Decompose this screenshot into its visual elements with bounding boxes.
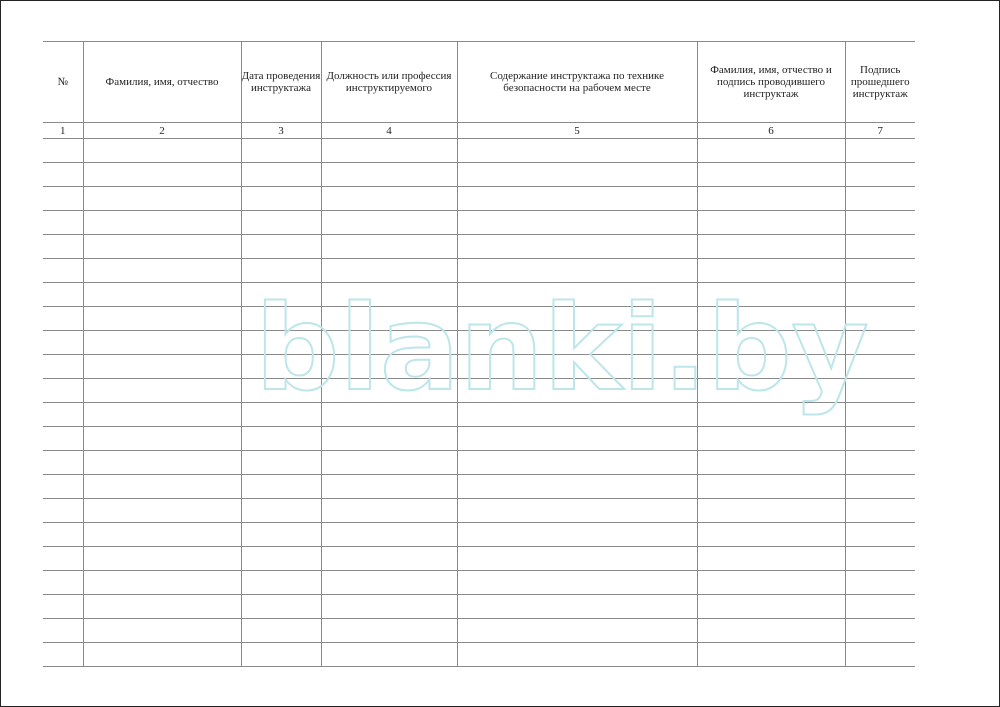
table-cell	[697, 571, 845, 595]
table-row	[43, 595, 915, 619]
table-cell	[43, 379, 83, 403]
table-row	[43, 163, 915, 187]
table-cell	[321, 547, 457, 571]
table-cell	[845, 379, 915, 403]
table-cell	[241, 355, 321, 379]
table-cell	[43, 643, 83, 667]
table-cell	[697, 211, 845, 235]
table-cell	[83, 331, 241, 355]
table-cell	[83, 571, 241, 595]
table-cell	[83, 475, 241, 499]
table-cell	[83, 259, 241, 283]
table-cell	[321, 211, 457, 235]
table-cell	[241, 475, 321, 499]
table-cell	[83, 595, 241, 619]
column-header-date: Дата проведения инструктажа	[241, 42, 321, 123]
table-row	[43, 451, 915, 475]
table-cell	[845, 427, 915, 451]
table-cell	[697, 259, 845, 283]
table-row	[43, 475, 915, 499]
table-cell	[697, 547, 845, 571]
table-cell	[457, 547, 697, 571]
table-cell	[83, 451, 241, 475]
table-cell	[845, 235, 915, 259]
table-cell	[321, 451, 457, 475]
table-cell	[43, 403, 83, 427]
column-header-full-name: Фамилия, имя, отчество	[83, 42, 241, 123]
table-cell	[321, 403, 457, 427]
table-cell	[83, 139, 241, 163]
table-cell	[697, 619, 845, 643]
column-numbers-row	[43, 123, 915, 139]
table-cell	[321, 259, 457, 283]
column-number: 6	[697, 123, 845, 139]
table-cell	[321, 523, 457, 547]
table-cell	[697, 355, 845, 379]
header-row	[43, 42, 915, 123]
table-cell	[457, 451, 697, 475]
table-cell	[43, 139, 83, 163]
table-cell	[845, 595, 915, 619]
table-cell	[697, 307, 845, 331]
table-cell	[697, 523, 845, 547]
column-number: 3	[241, 123, 321, 139]
table-cell	[845, 259, 915, 283]
table-cell	[83, 307, 241, 331]
table-row	[43, 547, 915, 571]
table-cell	[457, 139, 697, 163]
table-cell	[697, 139, 845, 163]
table-cell	[845, 451, 915, 475]
table-cell	[241, 187, 321, 211]
table-cell	[697, 595, 845, 619]
table-cell	[845, 307, 915, 331]
table-row	[43, 571, 915, 595]
table-cell	[321, 139, 457, 163]
table-cell	[845, 163, 915, 187]
table-cell	[697, 451, 845, 475]
table-row	[43, 211, 915, 235]
table-cell	[241, 379, 321, 403]
table-cell	[43, 355, 83, 379]
table-cell	[241, 403, 321, 427]
briefing-journal-table	[43, 41, 915, 667]
column-header-position: Должность или профессия инструктируемого	[321, 42, 457, 123]
table-cell	[845, 499, 915, 523]
table-cell	[241, 643, 321, 667]
table-cell	[241, 619, 321, 643]
table-cell	[43, 427, 83, 451]
table-cell	[321, 643, 457, 667]
table-cell	[83, 187, 241, 211]
table-cell	[697, 235, 845, 259]
table-cell	[845, 403, 915, 427]
table-cell	[43, 451, 83, 475]
table-cell	[845, 643, 915, 667]
table-row	[43, 379, 915, 403]
table-cell	[43, 547, 83, 571]
column-header-number: №	[57, 76, 68, 88]
table-row	[43, 523, 915, 547]
table-cell	[321, 571, 457, 595]
table-cell	[241, 595, 321, 619]
table-row	[43, 499, 915, 523]
table-cell	[241, 571, 321, 595]
table-cell	[43, 499, 83, 523]
table-cell	[457, 307, 697, 331]
table-cell	[697, 283, 845, 307]
table-cell	[845, 619, 915, 643]
table-cell	[83, 403, 241, 427]
table-cell	[845, 475, 915, 499]
table-cell	[697, 427, 845, 451]
table-cell	[43, 211, 83, 235]
table-row	[43, 187, 915, 211]
table-cell	[83, 379, 241, 403]
table-cell	[83, 547, 241, 571]
table-cell	[697, 403, 845, 427]
table-cell	[321, 307, 457, 331]
table-cell	[457, 475, 697, 499]
table-cell	[241, 259, 321, 283]
table-cell	[457, 403, 697, 427]
table-cell	[241, 139, 321, 163]
table-cell	[43, 571, 83, 595]
table-cell	[845, 571, 915, 595]
table-cell	[697, 475, 845, 499]
table-cell	[457, 331, 697, 355]
table-cell	[241, 331, 321, 355]
table-cell	[241, 451, 321, 475]
table-cell	[43, 475, 83, 499]
table-cell	[43, 595, 83, 619]
table-row	[43, 139, 915, 163]
table-cell	[321, 331, 457, 355]
table-cell	[83, 283, 241, 307]
table-cell	[845, 547, 915, 571]
table-cell	[83, 355, 241, 379]
table-cell	[457, 379, 697, 403]
table-cell	[845, 139, 915, 163]
table-cell	[321, 379, 457, 403]
table-cell	[457, 283, 697, 307]
table-cell	[457, 235, 697, 259]
table-cell	[83, 163, 241, 187]
table-cell	[43, 307, 83, 331]
table-cell	[697, 331, 845, 355]
table-cell	[845, 355, 915, 379]
table-cell	[83, 523, 241, 547]
table-cell	[845, 187, 915, 211]
table-cell	[241, 427, 321, 451]
table-cell	[457, 355, 697, 379]
table-cell	[43, 283, 83, 307]
table-cell	[83, 235, 241, 259]
table-cell	[321, 619, 457, 643]
table-cell	[321, 427, 457, 451]
table-cell	[457, 571, 697, 595]
table-cell	[43, 619, 83, 643]
watermark-text: blanki.by	[255, 279, 869, 417]
table-cell	[241, 307, 321, 331]
column-number: 7	[845, 123, 915, 139]
column-number: 4	[321, 123, 457, 139]
table-cell	[457, 619, 697, 643]
table-cell	[457, 523, 697, 547]
table-cell	[241, 523, 321, 547]
table-cell	[83, 643, 241, 667]
table-cell	[43, 235, 83, 259]
table-cell	[457, 427, 697, 451]
table-row	[43, 427, 915, 451]
table-cell	[457, 187, 697, 211]
table-cell	[457, 499, 697, 523]
table-cell	[43, 331, 83, 355]
table-cell	[241, 499, 321, 523]
table-cell	[697, 379, 845, 403]
table-row	[43, 619, 915, 643]
table-cell	[43, 187, 83, 211]
table-cell	[321, 235, 457, 259]
table-cell	[241, 211, 321, 235]
table-cell	[43, 259, 83, 283]
table-cell	[83, 619, 241, 643]
table-cell	[241, 235, 321, 259]
column-header-instructor: Фамилия, имя, отчество и подпись проводившего инструктаж	[697, 42, 845, 123]
table-cell	[241, 283, 321, 307]
table-cell	[457, 259, 697, 283]
column-header-content: Содержание инструктажа по технике безопасности на рабочем месте	[457, 42, 697, 123]
table-cell	[321, 595, 457, 619]
table-cell	[697, 643, 845, 667]
table-cell	[457, 643, 697, 667]
table-cell	[241, 547, 321, 571]
column-header-signature: Подпись прошедшего инструктаж	[845, 42, 915, 123]
table-cell	[457, 595, 697, 619]
table-row	[43, 643, 915, 667]
table-cell	[43, 163, 83, 187]
table-row	[43, 283, 915, 307]
table-row	[43, 331, 915, 355]
table-cell	[697, 499, 845, 523]
table-cell	[845, 523, 915, 547]
table-cell	[321, 283, 457, 307]
table-cell	[321, 187, 457, 211]
column-number: 2	[83, 123, 241, 139]
column-number: 5	[457, 123, 697, 139]
table-cell	[845, 331, 915, 355]
table-cell	[241, 163, 321, 187]
table-row	[43, 307, 915, 331]
table-cell	[321, 163, 457, 187]
table-row	[43, 355, 915, 379]
table-cell	[83, 211, 241, 235]
table-cell	[83, 499, 241, 523]
table-cell	[697, 163, 845, 187]
table-cell	[83, 427, 241, 451]
column-number: 1	[60, 124, 66, 137]
table-cell	[845, 211, 915, 235]
table-cell	[321, 355, 457, 379]
table-cell	[43, 523, 83, 547]
table-row	[43, 403, 915, 427]
table-cell	[321, 499, 457, 523]
table-cell	[457, 211, 697, 235]
table-cell	[845, 283, 915, 307]
table-row	[43, 259, 915, 283]
table-cell	[321, 475, 457, 499]
table-row	[43, 235, 915, 259]
table-cell	[697, 187, 845, 211]
table-cell	[457, 163, 697, 187]
blank-rows	[43, 139, 915, 667]
